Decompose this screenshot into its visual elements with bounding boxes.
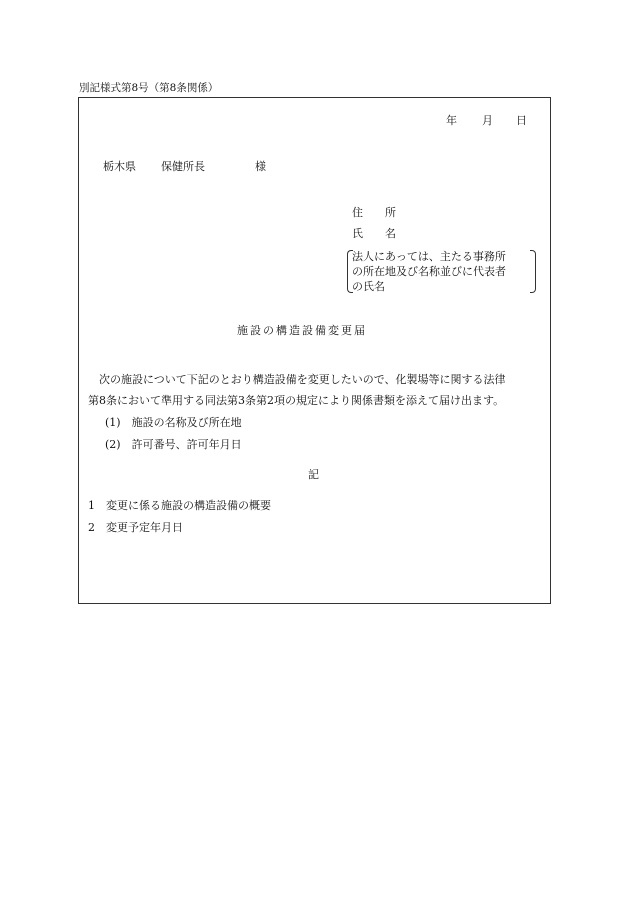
section-item: 1 変更に係る施設の構造設備の概要: [88, 499, 271, 512]
attachment-item: (1) 施設の名称及び所在地: [105, 416, 242, 429]
ki-heading: 記: [308, 468, 319, 481]
body-line: 次の施設について下記のとおり構造設備を変更したいので、化製場等に関する法律: [88, 373, 506, 386]
document-title: 施設の構造設備変更届: [237, 324, 367, 337]
date-day-label: 日: [516, 114, 527, 127]
attachment-item: (2) 許可番号、許可年月日: [105, 438, 242, 451]
addressee-title: 保健所長: [161, 160, 205, 173]
section-item: 2 変更予定年月日: [88, 521, 183, 534]
corporate-note: [349, 249, 532, 294]
addressee-prefecture: 栃木県: [103, 160, 136, 173]
body-paragraph: [88, 369, 544, 411]
date-year-label: 年: [446, 114, 457, 127]
address-label: 住 所: [352, 206, 396, 219]
date-month-label: 月: [482, 114, 493, 127]
addressee-honorific: 様: [255, 160, 266, 173]
corporate-note-line: の所在地及び名称並びに代表者: [352, 265, 506, 278]
body-line: 第8条において準用する同法第3条第2項の規定により関係書類を添えて届け出ます。: [88, 394, 505, 407]
corporate-note-line: 法人にあっては、主たる事務所: [352, 250, 506, 263]
corporate-note-line: の氏名: [352, 280, 385, 293]
name-label: 氏 名: [352, 227, 396, 240]
form-number-label: 別記様式第8号（第8条関係）: [79, 82, 219, 94]
